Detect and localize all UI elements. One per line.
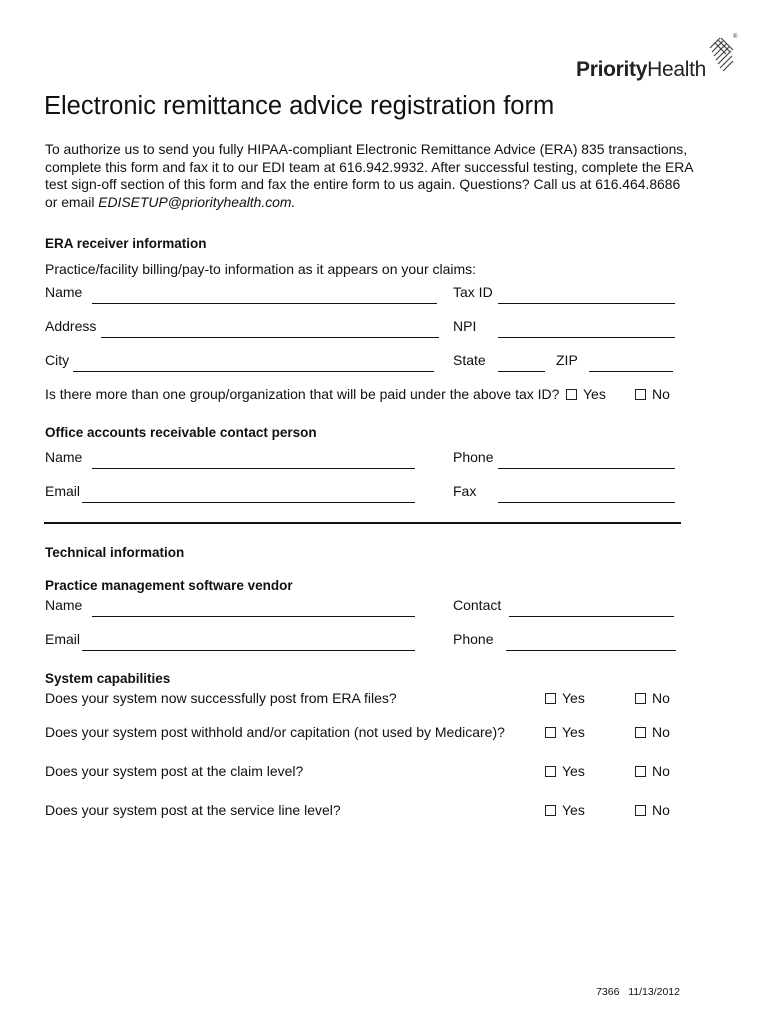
office-email-line[interactable]	[82, 502, 415, 503]
era-subtext: Practice/facility billing/pay-to information as it appears on your claims:	[45, 261, 477, 277]
office-fax-field[interactable]	[453, 483, 675, 503]
era-taxid-line[interactable]	[498, 303, 675, 304]
era-zip-line[interactable]	[589, 371, 673, 372]
system-q4-no-label: No	[652, 802, 670, 818]
era-taxid-label: Tax ID	[453, 284, 493, 300]
intro-text: To authorize us to send you fully HIPAA-compliant Electronic Remittance Advice (ERA) 835 transactions, complete this form and fax it to our EDI team at 616.942.9932. After successful testing, complete the ERA test sign-off section of this form and fax the entire form to us again. Questions? Call us at 616.464.8686 or email	[45, 141, 693, 210]
system-q3-yes-label: Yes	[562, 763, 585, 779]
system-q2-yes-checkbox[interactable]	[545, 724, 585, 740]
system-q2-yes-label: Yes	[562, 724, 585, 740]
checkbox-icon[interactable]	[635, 693, 646, 704]
vendor-phone-line[interactable]	[506, 650, 676, 651]
checkbox-icon[interactable]	[566, 389, 577, 400]
logo-brand-regular: Health	[647, 58, 707, 81]
era-name-line[interactable]	[92, 303, 437, 304]
era-no-checkbox[interactable]	[635, 386, 670, 402]
vendor-contact-line[interactable]	[509, 616, 674, 617]
era-city-label: City	[45, 352, 70, 368]
system-q2-no-checkbox[interactable]	[635, 724, 670, 740]
checkbox-icon[interactable]	[635, 389, 646, 400]
era-taxid-field[interactable]	[453, 284, 675, 304]
vendor-contact-label: Contact	[453, 597, 502, 613]
system-q3-no-checkbox[interactable]	[635, 763, 670, 779]
era-yes-checkbox[interactable]	[566, 386, 606, 402]
vendor-name-label: Name	[45, 597, 83, 613]
system-question-1: Does your system now successfully post from ERA files?	[45, 690, 397, 706]
page-title: Electronic remittance advice registration form	[44, 92, 555, 120]
logo-wordmark	[576, 58, 706, 82]
office-name-label: Name	[45, 449, 83, 465]
office-fax-line[interactable]	[498, 502, 675, 503]
intro-paragraph	[45, 141, 695, 211]
registered-mark: ®	[733, 34, 738, 40]
era-no-label: No	[652, 386, 670, 402]
vendor-phone-label: Phone	[453, 631, 494, 647]
era-name-label: Name	[45, 284, 83, 300]
vendor-phone-field[interactable]	[453, 631, 676, 651]
vendor-heading: Practice management software vendor	[45, 578, 293, 593]
vendor-email-field[interactable]	[45, 631, 415, 651]
era-yes-label: Yes	[583, 386, 606, 402]
era-npi-label: NPI	[453, 318, 477, 334]
era-state-line[interactable]	[498, 371, 545, 372]
checkbox-icon[interactable]	[545, 727, 556, 738]
vendor-name-field[interactable]	[45, 597, 415, 617]
system-q1-no-checkbox[interactable]	[635, 690, 670, 706]
era-city-line[interactable]	[73, 371, 434, 372]
office-name-line[interactable]	[92, 468, 415, 469]
vendor-email-label: Email	[45, 631, 81, 647]
checkbox-icon[interactable]	[635, 766, 646, 777]
era-city-field[interactable]	[45, 352, 434, 372]
system-q4-yes-checkbox[interactable]	[545, 802, 585, 818]
office-phone-field[interactable]	[453, 449, 675, 469]
era-question: Is there more than one group/organization that will be paid under the above tax ID?	[45, 386, 560, 402]
office-phone-line[interactable]	[498, 468, 675, 469]
era-address-label: Address	[45, 318, 97, 334]
system-q1-no-label: No	[652, 690, 670, 706]
office-email-field[interactable]	[45, 483, 415, 503]
office-phone-label: Phone	[453, 449, 494, 465]
era-npi-field[interactable]	[453, 318, 675, 338]
system-question-4: Does your system post at the service line level?	[45, 802, 341, 818]
era-heading: ERA receiver information	[45, 236, 207, 251]
checkbox-icon[interactable]	[545, 766, 556, 777]
era-state-label: State	[453, 352, 486, 368]
form-footer	[596, 986, 680, 998]
system-q1-yes-label: Yes	[562, 690, 585, 706]
form-code: 7366	[596, 986, 620, 998]
office-fax-label: Fax	[453, 483, 477, 499]
checkbox-icon[interactable]	[545, 693, 556, 704]
vendor-name-line[interactable]	[92, 616, 415, 617]
era-zip-label: ZIP	[556, 352, 578, 368]
system-q3-yes-checkbox[interactable]	[545, 763, 585, 779]
system-q4-no-checkbox[interactable]	[635, 802, 670, 818]
technical-heading: Technical information	[45, 545, 185, 560]
checkbox-icon[interactable]	[635, 727, 646, 738]
office-email-label: Email	[45, 483, 81, 499]
intro-email-link[interactable]: EDISETUP@priorityhealth.com.	[98, 193, 296, 210]
vendor-email-line[interactable]	[82, 650, 415, 651]
era-zip-field[interactable]	[556, 352, 673, 372]
system-q4-yes-label: Yes	[562, 802, 585, 818]
vendor-contact-field[interactable]	[453, 597, 674, 617]
era-state-field[interactable]	[453, 352, 545, 372]
era-address-line[interactable]	[101, 337, 439, 338]
system-q2-no-label: No	[652, 724, 670, 740]
checkbox-icon[interactable]	[635, 805, 646, 816]
system-heading: System capabilities	[45, 671, 171, 686]
priority-health-logo	[576, 34, 736, 84]
system-question-3: Does your system post at the claim level?	[45, 763, 304, 779]
logo-mark-icon	[706, 34, 736, 74]
system-q3-no-label: No	[652, 763, 670, 779]
era-address-field[interactable]	[45, 318, 439, 338]
era-name-field[interactable]	[45, 284, 437, 304]
office-name-field[interactable]	[45, 449, 415, 469]
logo-brand-bold: Priority	[576, 58, 648, 81]
section-divider	[44, 522, 681, 524]
era-npi-line[interactable]	[498, 337, 675, 338]
checkbox-icon[interactable]	[545, 805, 556, 816]
form-date: 11/13/2012	[628, 986, 680, 998]
system-q1-yes-checkbox[interactable]	[545, 690, 585, 706]
office-heading: Office accounts receivable contact person	[45, 425, 317, 440]
system-question-2: Does your system post withhold and/or capitation (not used by Medicare)?	[45, 724, 505, 740]
